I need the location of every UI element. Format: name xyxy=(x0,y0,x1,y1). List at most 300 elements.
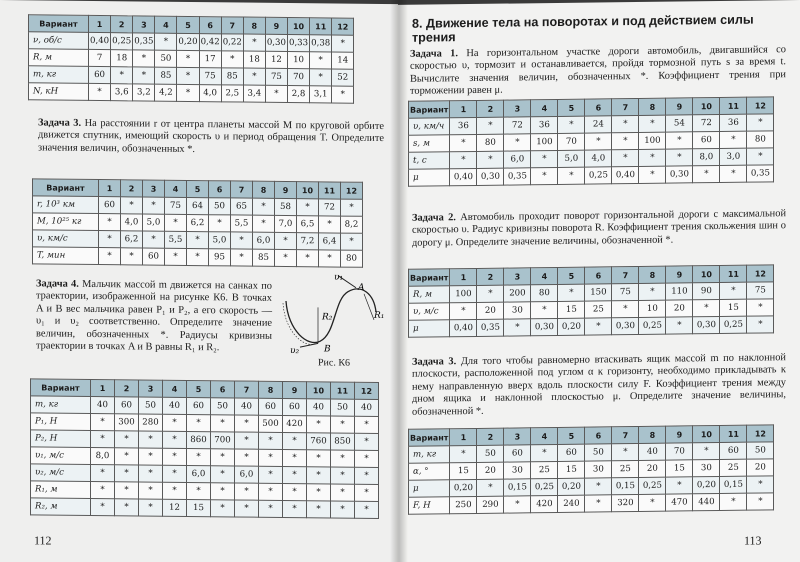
table-cell: 760 xyxy=(307,433,331,450)
header-cell: Вариант xyxy=(29,15,89,33)
task-text: На горизонтальном участке дороги автомобиль, двигавшийся со скоростью υ, тормозит и останавливается, пройдя тормозной путь s за время t. Вычислите значения величин, обозначенных *. Коэффициент трения при торможении равен μ. xyxy=(410,44,786,97)
label-v2: υ₂ xyxy=(290,346,300,357)
table-cell: 50 xyxy=(585,444,612,461)
row-label: α, ° xyxy=(409,463,450,481)
table-cell: 24 xyxy=(585,116,612,133)
table-cell: 50 xyxy=(747,442,774,459)
table-cell: 0,15 xyxy=(504,479,531,496)
table-cell: 3,1 xyxy=(310,86,332,103)
table-cell: 36 xyxy=(531,116,558,133)
table-cell: 0,35 xyxy=(504,168,531,185)
table-cell: 0,30 xyxy=(265,34,287,51)
header-cell: 12 xyxy=(747,97,774,114)
table-cell: * xyxy=(91,481,115,498)
table-cell: 0,30 xyxy=(477,168,504,185)
table-cell: * xyxy=(450,302,477,319)
table-cell: 60 xyxy=(283,398,307,415)
header-cell: Вариант xyxy=(409,269,450,287)
table-cell: 70 xyxy=(558,133,585,150)
row-label: υ, м/с xyxy=(409,303,450,321)
table-cell: * xyxy=(163,465,187,482)
table-cell: 700 xyxy=(211,432,235,449)
table-cell: 0,25 xyxy=(111,33,133,50)
table-cell: * xyxy=(297,199,319,216)
table-cell: * xyxy=(231,232,253,249)
table-cell: * xyxy=(163,414,187,431)
table-cell: * xyxy=(91,498,115,515)
table-cell: 0,35 xyxy=(747,165,774,182)
table-cell: * xyxy=(211,483,235,500)
table-cell: 64 xyxy=(187,197,209,214)
table-cell: 100 xyxy=(639,132,666,149)
table-cell: 0,20 xyxy=(558,318,585,335)
table-cell: 0,30 xyxy=(666,166,693,183)
task-text: Автомобиль проходит поворот горизонтальной дороги с максимальной скоростью υ. Радиус кривизны поворота R. Коэффициент трения скольжения шин о дорогу μ. Определите значение величины, обозначенной *. xyxy=(412,208,787,249)
table-cell: * xyxy=(477,151,504,168)
table-cell: 850 xyxy=(331,433,355,450)
table-cell: 6,2 xyxy=(121,231,143,248)
header-cell: 11 xyxy=(319,182,341,199)
table-cell: * xyxy=(231,249,253,266)
table-cell: 7,2 xyxy=(297,233,319,250)
table-cell: 5,5 xyxy=(165,231,187,248)
table-cell: * xyxy=(243,68,265,85)
table-cell: 6,0 xyxy=(187,465,211,482)
table-cell: 70 xyxy=(666,443,693,460)
task-title: Задача 3. xyxy=(412,356,457,368)
row-label: υ, км/ч xyxy=(409,118,450,136)
table-cell: 5,5 xyxy=(231,215,253,232)
table-cell: 36 xyxy=(720,114,747,131)
header-cell: 3 xyxy=(133,16,155,33)
table-cell: 95 xyxy=(209,249,231,266)
table-cell: * xyxy=(177,84,199,101)
table-cell: 0,20 xyxy=(177,33,199,50)
table-cell: * xyxy=(139,431,163,448)
table-cell: 6,4 xyxy=(319,233,341,250)
table-cell: 15 xyxy=(187,499,211,516)
table-cell: * xyxy=(121,197,143,214)
table-cell: * xyxy=(165,248,187,265)
table-cell: 5,0 xyxy=(209,232,231,249)
table-cell: * xyxy=(115,482,139,499)
table-cell: * xyxy=(531,167,558,184)
table-cell: * xyxy=(310,69,332,86)
header-cell: 4 xyxy=(531,427,558,444)
table-cell: * xyxy=(450,445,477,462)
table-cell: 30 xyxy=(504,302,531,319)
header-cell: 5 xyxy=(558,99,585,116)
table-cell: * xyxy=(163,482,187,499)
table-cell: * xyxy=(331,501,355,518)
table-cell: * xyxy=(307,450,331,467)
table-cell: * xyxy=(163,431,187,448)
table-cell: 60 xyxy=(143,248,165,265)
header-cell: 10 xyxy=(287,18,309,35)
table-cell: * xyxy=(720,282,747,299)
table-cell: 40 xyxy=(639,443,666,460)
table-cell: 0,35 xyxy=(133,33,155,50)
header-cell: 9 xyxy=(666,98,693,115)
header-cell: 1 xyxy=(89,15,111,32)
table-cell: * xyxy=(531,444,558,461)
table-cell: * xyxy=(747,316,774,333)
header-cell: 12 xyxy=(747,425,774,442)
table-cell: * xyxy=(355,450,379,467)
table-cell: 20 xyxy=(747,459,774,476)
table-cell: * xyxy=(259,500,283,517)
table-cell: * xyxy=(319,216,341,233)
table-cell: 0,40 xyxy=(450,168,477,185)
table-cell: 20 xyxy=(639,460,666,477)
table-cell: 8,0 xyxy=(91,447,115,464)
row-label: s, м xyxy=(409,135,450,153)
table-cell: * xyxy=(639,115,666,132)
table-cell: 25 xyxy=(531,461,558,478)
table-cell: * xyxy=(531,150,558,167)
header-cell: 11 xyxy=(720,425,747,442)
table-cell: * xyxy=(355,484,379,501)
table-cell: 420 xyxy=(283,415,307,432)
table-cell: 20 xyxy=(477,302,504,319)
table-cell: * xyxy=(275,232,297,249)
header-cell: 7 xyxy=(612,426,639,443)
table-cell: 60 xyxy=(89,66,111,83)
table-cell: * xyxy=(477,117,504,134)
table-cell: * xyxy=(612,115,639,132)
table-cell: * xyxy=(91,413,115,430)
table-cell: * xyxy=(612,149,639,166)
page-number-right: 113 xyxy=(744,533,762,548)
table-cell: * xyxy=(187,414,211,431)
header-cell: 7 xyxy=(231,181,253,198)
table-row xyxy=(409,165,774,186)
table-row xyxy=(409,316,774,337)
table-cell: 80 xyxy=(477,134,504,151)
header-cell: 4 xyxy=(531,99,558,116)
table-cell: 0,25 xyxy=(531,478,558,495)
table-cell: * xyxy=(531,301,558,318)
table-cell: * xyxy=(307,501,331,518)
table-cell: * xyxy=(111,67,133,84)
table-cell: * xyxy=(265,85,287,102)
table-cell: 50 xyxy=(331,399,355,416)
table-cell: 6,2 xyxy=(187,214,209,231)
header-cell: 7 xyxy=(221,17,243,34)
page-number-left: 112 xyxy=(34,533,52,548)
header-cell: 2 xyxy=(477,268,504,285)
table-cell: * xyxy=(235,432,259,449)
table-cell: 30 xyxy=(585,461,612,478)
header-cell: 11 xyxy=(331,382,355,399)
left-task-4 xyxy=(36,278,272,355)
task-text: На расстоянии r от центра планеты массой M по круговой орбите движется спутник, имеющий скорость υ и период обращения T. Определите значения величин, обозначенных *. xyxy=(38,117,384,155)
table-cell: * xyxy=(612,443,639,460)
table-cell: * xyxy=(211,466,235,483)
table-cell: * xyxy=(235,500,259,517)
header-cell: 3 xyxy=(504,100,531,117)
table-cell: 6,0 xyxy=(235,466,259,483)
table-cell: 440 xyxy=(693,493,720,510)
table-cell: * xyxy=(259,449,283,466)
header-cell: 10 xyxy=(297,182,319,199)
header-cell: 12 xyxy=(332,18,354,35)
table-cell: * xyxy=(720,131,747,148)
table-cell: 65 xyxy=(231,198,253,215)
table-cell: * xyxy=(558,284,585,301)
table-cell: 6,5 xyxy=(297,216,319,233)
table-cell: * xyxy=(477,285,504,302)
row-label: P₁, Н xyxy=(31,413,91,431)
table-cell: 90 xyxy=(693,282,720,299)
table-cell: 25 xyxy=(720,459,747,476)
header-cell: 10 xyxy=(307,382,331,399)
table-cell: * xyxy=(143,197,165,214)
row-label: μ xyxy=(409,320,450,338)
table-cell: 4,0 xyxy=(199,85,221,102)
task-text: Мальчик массой m движется на санках по траектории, изображенной на рисунке К6. В точках A и B вес мальчика равен P₁ и P₂, а его скорость — υ₁ и υ₂ соответственно. Определите значение величин, обозначенных *. Радиусы кривизны траектории в точках A и B равны R₁ и R₂. xyxy=(36,278,272,354)
table-cell: 2,8 xyxy=(287,86,309,103)
table-cell: 36 xyxy=(450,117,477,134)
table-cell: * xyxy=(585,318,612,335)
table-cell: 5,0 xyxy=(558,150,585,167)
figure-caption: Рис. К6 xyxy=(318,357,351,369)
table-cell: * xyxy=(91,464,115,481)
header-cell: 11 xyxy=(720,265,747,282)
row-label: R₂, м xyxy=(31,498,91,516)
table-cell: 3,4 xyxy=(243,85,265,102)
left-table-3 xyxy=(30,378,379,519)
table-cell: * xyxy=(693,299,720,316)
table-cell: 250 xyxy=(450,496,477,513)
table-cell: * xyxy=(307,416,331,433)
table-cell: 72 xyxy=(319,199,341,216)
table-cell: * xyxy=(259,483,283,500)
table-cell: * xyxy=(115,448,139,465)
label-v1: υ₁ xyxy=(334,272,344,283)
header-cell: 3 xyxy=(504,268,531,285)
row-label: υ₂, м/с xyxy=(31,464,91,482)
table-cell: * xyxy=(139,499,163,516)
row-label: m, кг xyxy=(29,66,89,84)
table-cell: * xyxy=(283,466,307,483)
row-label: m, кг xyxy=(31,396,91,414)
table-cell: * xyxy=(341,233,363,250)
table-cell: 75 xyxy=(165,197,187,214)
table-cell: 0,20 xyxy=(450,479,477,496)
table-cell: * xyxy=(355,416,379,433)
table-cell: 10 xyxy=(287,52,309,69)
table-cell: 15 xyxy=(558,301,585,318)
table-cell: 40 xyxy=(307,399,331,416)
table-cell: 0,40 xyxy=(89,32,111,49)
header-cell: 12 xyxy=(747,265,774,282)
table-cell: 40 xyxy=(91,396,115,413)
table-cell: * xyxy=(332,86,354,103)
table-cell: * xyxy=(585,133,612,150)
table-cell: * xyxy=(747,148,774,165)
header-cell: 7 xyxy=(612,266,639,283)
table-cell: * xyxy=(612,132,639,149)
table-cell: 25 xyxy=(585,301,612,318)
header-cell: 4 xyxy=(531,267,558,284)
row-label: R₁, м xyxy=(31,481,91,499)
left-table-1 xyxy=(28,14,354,103)
section-heading xyxy=(412,12,772,44)
table-cell: * xyxy=(747,493,774,510)
header-cell: 1 xyxy=(450,100,477,117)
left-table-2 xyxy=(32,178,363,267)
table-cell: 50 xyxy=(211,398,235,415)
table-cell: 52 xyxy=(332,69,354,86)
header-cell: 7 xyxy=(235,381,259,398)
table-cell: 6,0 xyxy=(504,151,531,168)
table-cell: 20 xyxy=(666,300,693,317)
table-cell: * xyxy=(253,215,275,232)
section-number: 8. xyxy=(412,16,423,31)
table-cell: 0,20 xyxy=(693,476,720,493)
table-cell: 420 xyxy=(531,495,558,512)
table-cell: * xyxy=(235,415,259,432)
table-cell: * xyxy=(115,465,139,482)
row-label: υ₁, м/с xyxy=(31,447,91,465)
table-cell: * xyxy=(187,482,211,499)
table-cell: * xyxy=(211,415,235,432)
table-cell: 54 xyxy=(666,115,693,132)
header-cell: 2 xyxy=(477,428,504,445)
table-cell: * xyxy=(177,50,199,67)
table-cell: * xyxy=(693,165,720,182)
table-cell: 200 xyxy=(504,285,531,302)
table-cell: 500 xyxy=(259,415,283,432)
task-title: Задача 4. xyxy=(36,278,79,290)
table-cell: 0,40 xyxy=(450,319,477,336)
label-r1: R₁ xyxy=(374,310,385,322)
header-cell: 5 xyxy=(558,267,585,284)
header-cell: 2 xyxy=(115,380,139,397)
table-cell: 2,5 xyxy=(221,85,243,102)
header-cell: 3 xyxy=(139,380,163,397)
header-cell: 9 xyxy=(666,426,693,443)
header-cell: Вариант xyxy=(31,379,91,397)
header-cell: 6 xyxy=(585,427,612,444)
table-cell: 0,15 xyxy=(612,477,639,494)
table-row xyxy=(33,247,363,267)
table-cell: * xyxy=(235,449,259,466)
table-cell: 240 xyxy=(558,495,585,512)
table-cell: 0,25 xyxy=(639,477,666,494)
row-label: t, с xyxy=(409,152,450,170)
task-title: Задача 3. xyxy=(38,117,82,129)
header-cell: 5 xyxy=(177,16,199,33)
section-title: Движение тела на поворотах и под действием силы трения xyxy=(412,12,754,45)
table-cell: * xyxy=(504,319,531,336)
table-cell: * xyxy=(133,67,155,84)
table-cell: * xyxy=(331,467,355,484)
table-cell: * xyxy=(139,465,163,482)
table-cell: * xyxy=(639,149,666,166)
table-row xyxy=(31,498,379,519)
table-cell: 20 xyxy=(477,462,504,479)
table-cell: * xyxy=(747,299,774,316)
header-cell: 6 xyxy=(199,17,221,34)
table-cell: * xyxy=(187,448,211,465)
label-r2: R₂ xyxy=(322,312,333,323)
table-cell: 18 xyxy=(243,51,265,68)
table-cell: 60 xyxy=(720,442,747,459)
table-cell: * xyxy=(639,283,666,300)
table-cell: * xyxy=(355,467,379,484)
header-cell: 4 xyxy=(163,380,187,397)
header-cell: 10 xyxy=(693,425,720,442)
table-cell: * xyxy=(163,448,187,465)
table-cell: 25 xyxy=(612,460,639,477)
header-cell: 1 xyxy=(450,268,477,285)
table-cell: * xyxy=(89,83,111,100)
header-cell: Вариант xyxy=(409,429,450,447)
table-cell: * xyxy=(283,500,307,517)
header-cell: 9 xyxy=(265,17,287,34)
row-label: M, 10²⁵ кг xyxy=(33,213,99,231)
table-cell: * xyxy=(115,431,139,448)
table-cell: * xyxy=(585,495,612,512)
header-cell: 11 xyxy=(310,18,332,35)
table-cell: 75 xyxy=(265,68,287,85)
header-cell: 5 xyxy=(187,180,209,197)
header-cell: 8 xyxy=(639,426,666,443)
row-label: ν, об/с xyxy=(29,32,89,50)
table-cell: 60 xyxy=(558,444,585,461)
header-cell: 10 xyxy=(693,97,720,114)
header-cell: 8 xyxy=(639,98,666,115)
header-cell: 10 xyxy=(693,265,720,282)
table-cell: * xyxy=(243,34,265,51)
table-cell: * xyxy=(211,500,235,517)
header-cell: 5 xyxy=(187,380,211,397)
header-cell: 8 xyxy=(253,181,275,198)
label-a: A xyxy=(358,282,365,293)
table-cell: 75 xyxy=(612,283,639,300)
header-cell: 9 xyxy=(275,181,297,198)
table-cell: * xyxy=(558,116,585,133)
table-cell: 150 xyxy=(585,284,612,301)
table-cell: 0,38 xyxy=(310,35,332,52)
table-cell: * xyxy=(221,51,243,68)
table-cell: 50 xyxy=(209,198,231,215)
table-cell: * xyxy=(139,482,163,499)
table-cell: 0,40 xyxy=(612,166,639,183)
row-label: R, м xyxy=(29,49,89,67)
header-cell: 12 xyxy=(341,182,363,199)
table-cell: 0,30 xyxy=(693,316,720,333)
table-cell: * xyxy=(121,248,143,265)
table-cell: 50 xyxy=(477,445,504,462)
header-cell: 11 xyxy=(720,97,747,114)
table-cell: * xyxy=(177,67,199,84)
header-cell: 12 xyxy=(355,382,379,399)
row-label: F, Н xyxy=(409,497,450,515)
table-cell: 60 xyxy=(99,197,121,214)
table-cell: 70 xyxy=(287,69,309,86)
table-cell: * xyxy=(307,484,331,501)
table-cell: 60 xyxy=(693,131,720,148)
row-label: r, 10³ км xyxy=(33,196,99,214)
table-cell: * xyxy=(331,416,355,433)
table-cell: * xyxy=(666,149,693,166)
table-cell: 0,33 xyxy=(287,35,309,52)
right-task-2 xyxy=(412,208,786,250)
table-cell: 30 xyxy=(504,462,531,479)
